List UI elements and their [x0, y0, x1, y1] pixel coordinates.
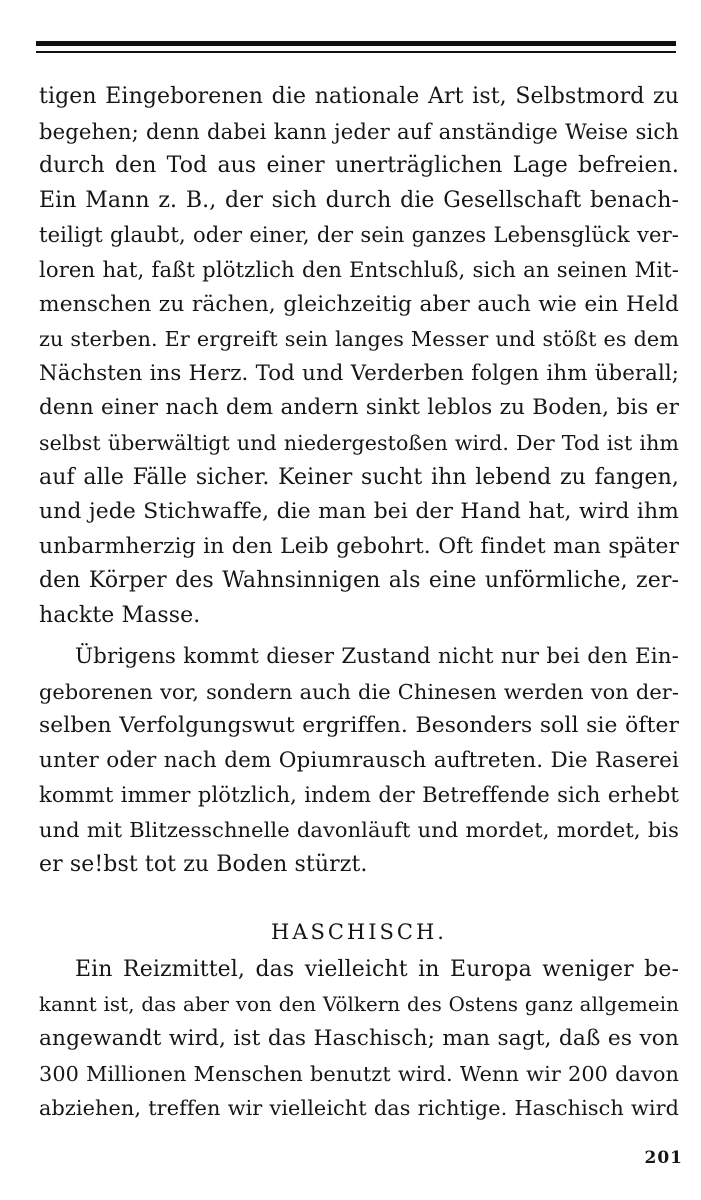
text-line: kommt immer plötzlich, indem der Betreffende sich erhebt: [39, 782, 679, 808]
text-line: Übrigens kommt dieser Zustand nicht nur bei den Ein-: [75, 644, 679, 669]
text-line: zu sterben. Er ergreift sein langes Messer und stößt es dem: [39, 327, 679, 352]
text-line: hackte Masse.: [39, 603, 201, 628]
text-line: selben Verfolgungswut ergriffen. Besonders soll sie öfter: [39, 713, 679, 739]
text-line: Ein Reizmittel, das vielleicht in Europa weniger be-: [75, 957, 679, 982]
page-number: 201: [644, 1148, 683, 1168]
text-line: geborenen vor, sondern auch die Chinesen werden von der-: [39, 679, 679, 704]
text-line: er se!bst tot zu Boden stürzt.: [39, 851, 368, 877]
text-line: loren hat, faßt plötzlich den Entschluß, sich an seinen Mit-: [39, 257, 679, 282]
text-line: 300 Millionen Menschen benutzt wird. Wenn wir 200 davon: [39, 1061, 679, 1086]
text-line: und jede Stichwaffe, die man bei der Hand hat, wird ihm: [39, 499, 679, 525]
text-line: und mit Blitzesschnelle davonläuft und mordet, mordet, bis: [39, 818, 679, 842]
text-line: auf alle Fälle sicher. Keiner sucht ihn lebend zu fangen,: [39, 464, 679, 490]
header-rule-thick: [36, 41, 676, 46]
text-line: unter oder nach dem Opiumrausch auftreten. Die Raserei: [39, 747, 679, 773]
header-rule-thin: [36, 51, 676, 53]
text-line: abziehen, treffen wir vielleicht das richtige. Haschisch wird: [39, 1096, 679, 1121]
text-line: teiligt glaubt, oder einer, der sein ganzes Lebensglück ver-: [39, 222, 679, 248]
text-line: durch den Tod aus einer unerträglichen Lage befreien.: [39, 153, 679, 179]
text-line: den Körper des Wahnsinnigen als eine unförmliche, zer-: [39, 568, 679, 594]
text-line: angewandt wird, ist das Haschisch; man sagt, daß es von: [39, 1026, 679, 1052]
text-line: kannt ist, das aber von den Völkern des Ostens ganz allgemein: [39, 992, 679, 1016]
text-line: Nächsten ins Herz. Tod und Verderben folgen ihm überall;: [39, 360, 679, 386]
text-line: denn einer nach dem andern sinkt leblos zu Boden, bis er: [39, 395, 679, 421]
text-line: Ein Mann z. B., der sich durch die Gesellschaft benach-: [39, 187, 679, 213]
text-line: menschen zu rächen, gleichzeitig aber auch wie ein Held: [39, 291, 679, 317]
text-line: unbarmherzig in den Leib gebohrt. Oft findet man später: [39, 533, 679, 559]
text-line: tigen Eingeborenen die nationale Art ist, Selbstmord zu: [39, 84, 679, 109]
text-line: selbst überwältigt und niedergestoßen wird. Der Tod ist ihm: [39, 431, 679, 455]
section-heading: HASCHISCH.: [271, 920, 447, 944]
text-line: begehen; denn dabei kann jeder auf anständige Weise sich: [39, 118, 679, 144]
